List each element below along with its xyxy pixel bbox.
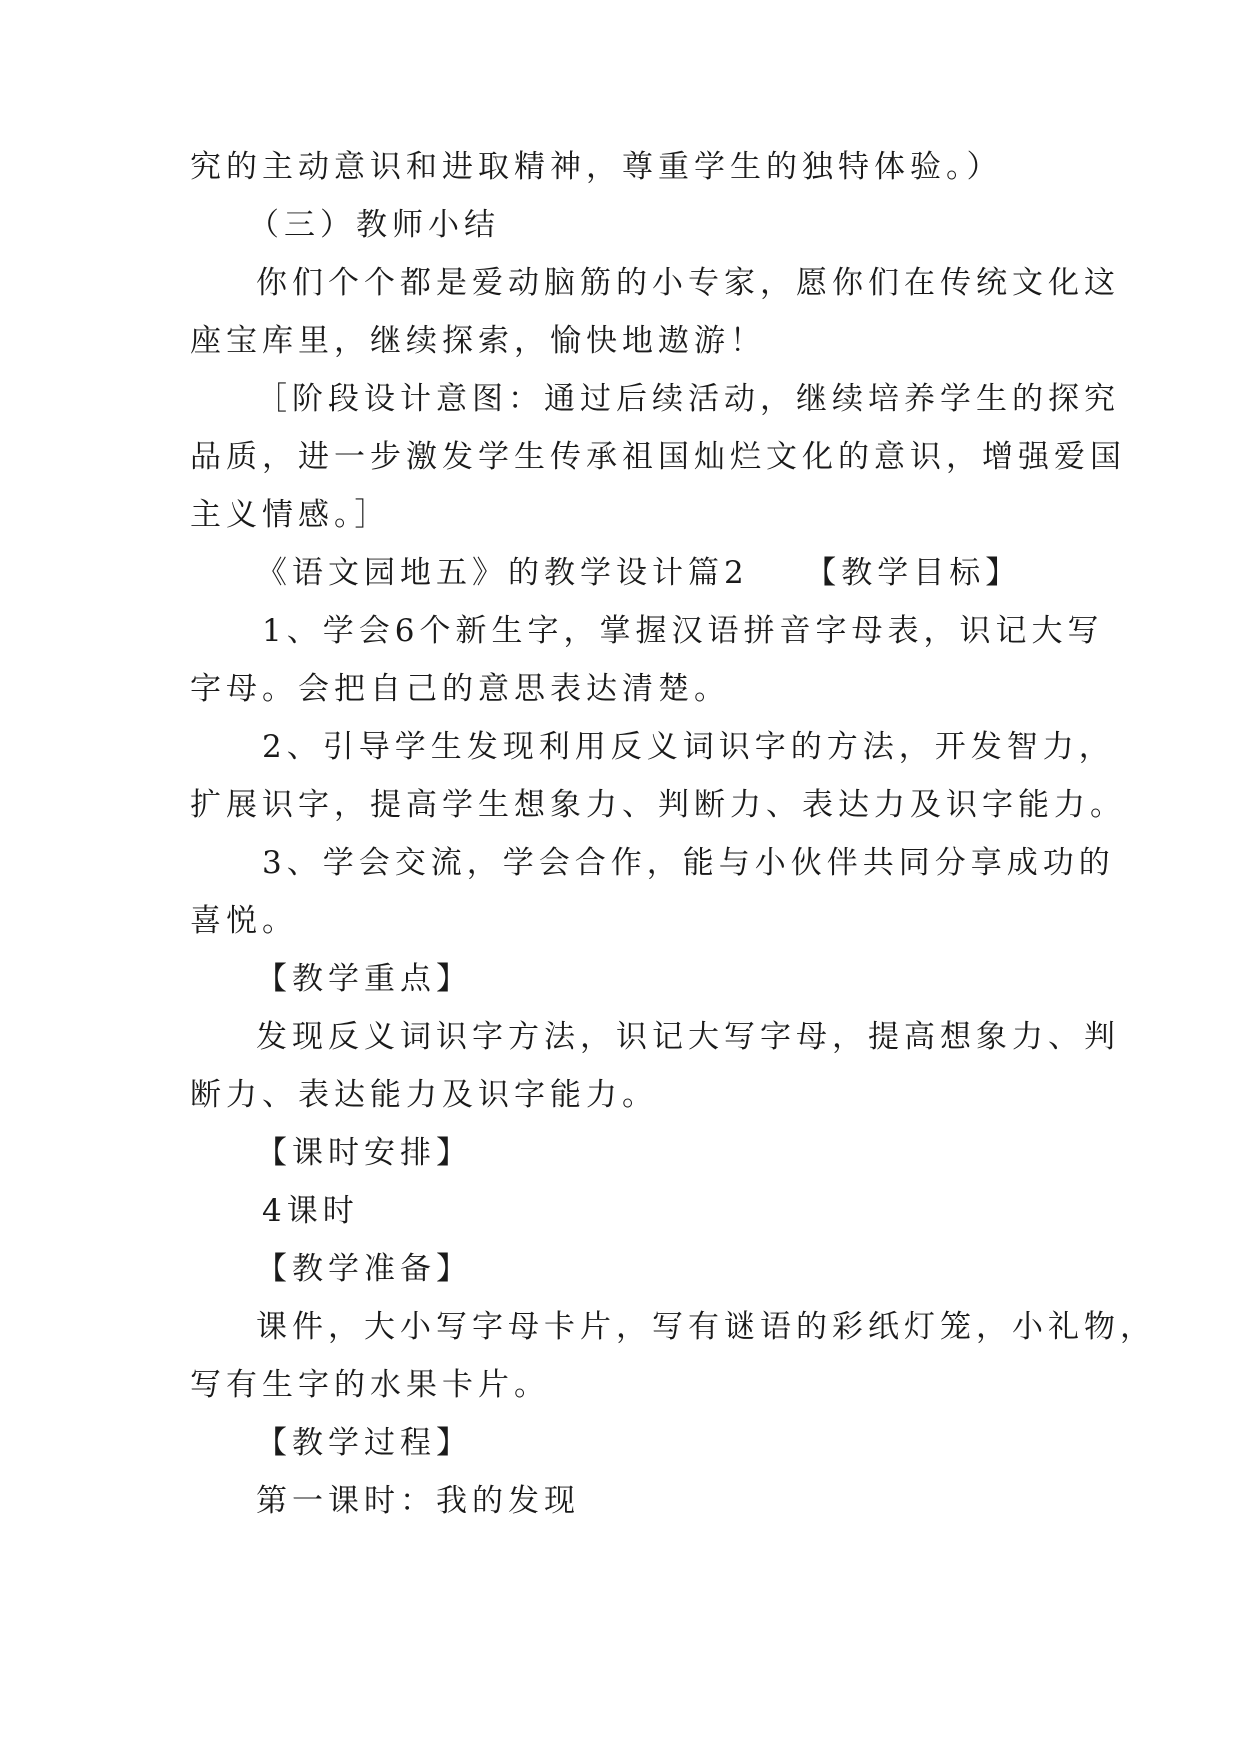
text-line: 你们个个都是爱动脑筋的小专家，愿你们在传统文化这: [256, 265, 1120, 301]
text-line: ［阶段设计意图：通过后续活动，继续培养学生的探究: [256, 381, 1120, 417]
text-line: 2、引导学生发现利用反义词识字的方法，开发智力，: [262, 729, 1115, 765]
text-line: 主义情感。］: [190, 497, 391, 533]
text-line: 字母。会把自己的意思表达清楚。: [190, 671, 730, 707]
text-line: 断力、表达能力及识字能力。: [190, 1077, 658, 1113]
text-line: 扩展识字，提高学生想象力、判断力、表达力及识字能力。: [190, 787, 1126, 823]
text-line: 第一课时：我的发现: [256, 1483, 580, 1519]
text-line: 1、学会6个新生字，掌握汉语拼音字母表，识记大写: [262, 613, 1104, 649]
text-line: 喜悦。: [190, 903, 298, 939]
text-line: 4课时: [262, 1193, 359, 1229]
text-line: 发现反义词识字方法，识记大写字母，提高想象力、判: [256, 1019, 1120, 1055]
section-heading: 【教学准备】: [256, 1251, 472, 1287]
section-heading: 【教学重点】: [256, 961, 472, 997]
section-heading: 【教学过程】: [256, 1425, 472, 1461]
text-line: 写有生字的水果卡片。: [190, 1367, 550, 1403]
section-heading: 【课时安排】: [256, 1135, 472, 1171]
text-line: 品质，进一步激发学生传承祖国灿烂文化的意识，增强爱国: [190, 439, 1126, 475]
article-title: 《语文园地五》的教学设计篇2 【教学目标】: [256, 555, 1022, 591]
section-heading: （三）教师小结: [248, 207, 500, 243]
text-line: 究的主动意识和进取精神，尊重学生的独特体验。）: [190, 149, 1003, 185]
text-line: 课件，大小写字母卡片，写有谜语的彩纸灯笼，小礼物，: [256, 1309, 1156, 1345]
text-line: 座宝库里，继续探索，愉快地遨游！: [190, 323, 766, 359]
text-line: 3、学会交流，学会合作，能与小伙伴共同分享成功的: [262, 845, 1115, 881]
